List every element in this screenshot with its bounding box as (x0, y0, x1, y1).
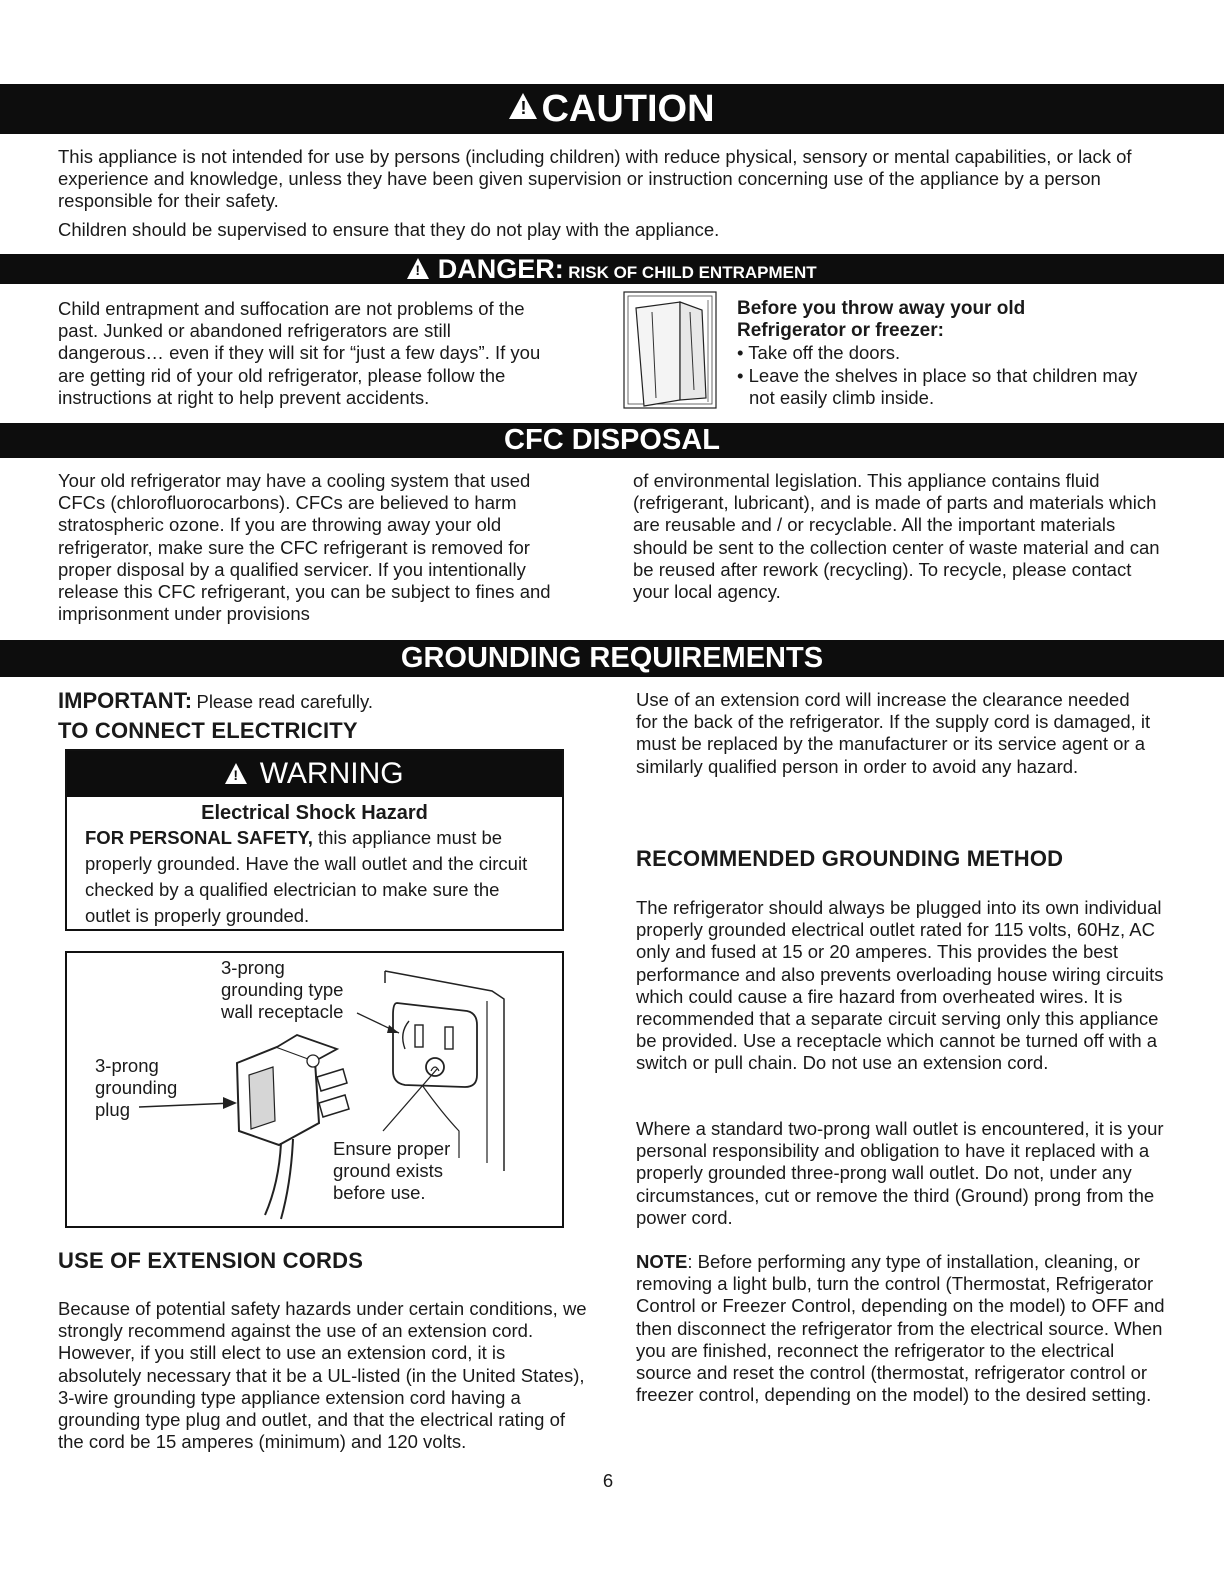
extension-cords-heading: USE OF EXTENSION CORDS (58, 1248, 364, 1273)
warning-body (67, 825, 562, 929)
cfc-right-text: of environmental legislation. This appliance contains fluid (refrigerant, lubricant), and is made of parts and materials which are reusable and / or recyclable. All the important materials should be sent to the collection center of waste material and can be reused after rework (recycling). To recycle, please contact your local agency. (633, 470, 1160, 603)
danger-banner (0, 254, 1224, 284)
warning-text: this appliance must be properly grounded. Have the wall outlet and the circuit checked by a qualified electrician to make sure the outlet is properly grounded. (85, 827, 528, 926)
connect-electricity-heading: TO CONNECT ELECTRICITY (58, 718, 358, 743)
grounding-method-heading: RECOMMENDED GROUNDING METHOD (636, 846, 1064, 871)
warning-box (65, 749, 564, 931)
danger-bullet: • Leave the shelves in place so that children may not easily climb inside. (737, 364, 1138, 408)
important-line (58, 688, 373, 714)
note-text (636, 1251, 1166, 1406)
receptacle-label: 3-prong grounding type wall receptacle (221, 957, 344, 1023)
danger-subtitle: RISK OF CHILD ENTRAPMENT (568, 263, 817, 282)
important-label: IMPORTANT: (58, 688, 193, 713)
warning-hazard: Electrical Shock Hazard (201, 802, 428, 824)
note-label: NOTE (636, 1251, 688, 1272)
danger-bullet: • Take off the doors. (737, 342, 901, 364)
danger-left-text: Child entrapment and suffocation are not problems of the past. Junked or abandoned refrigerators are still dangerous… even if they will sit for “just a few days”. If you are getting rid of your old refrigerator, please follow the instructions at right to help prevent accidents. (58, 298, 541, 408)
warning-title: WARNING (259, 757, 404, 790)
warning-triangle-icon (407, 258, 429, 279)
extension-cords-text: Because of potential safety hazards under certain conditions, we strongly recommend against the use of an extension cord. However, if you still elect to use an extension cord, it is absolutely necessary that it be a UL-listed (in the United States), 3-wire grounding type appliance extension cord having a grounding type plug and outlet, and that the electrical rating of the cord be 15 amperes (minimum) and 120 volts. (58, 1298, 587, 1453)
warning-lead: FOR PERSONAL SAFETY, (85, 827, 313, 848)
plug-label: 3-prong grounding plug (95, 1055, 178, 1121)
refrigerator-illustration (622, 290, 720, 412)
warning-triangle-icon (225, 763, 247, 784)
caution-banner (0, 84, 1224, 134)
grounding-method-text: The refrigerator should always be plugged into its own individual properly grounded electrical outlet rated for 115 volts, 60Hz, AC only and fused at 15 or 20 amperes. This provides the best performance and also prevents overloading house wiring circuits which could cause a fire hazard from overheated wires. It is recommended that a separate circuit serving only this appliance be provided. Use a receptacle which cannot be turned off with a switch or pull chain. Do not use an extension cord. (636, 897, 1164, 1074)
danger-title: DANGER: (437, 254, 564, 284)
two-prong-outlet-text: Where a standard two-prong wall outlet is encountered, it is your personal responsibility and obligation to have it replaced with a properly grounded three-prong wall outlet. Do not, under any circumstances, cut or remove the third (Ground) prong from the power cord. (636, 1118, 1164, 1228)
caution-paragraph-children: Children should be supervised to ensure that they do not play with the appliance. (58, 219, 720, 240)
extension-clearance-text: Use of an extension cord will increase the clearance needed for the back of the refrigerator. If the supply cord is damaged, it must be replaced by the manufacturer or its service agent or a similarly qualified person in order to avoid any hazard. (636, 689, 1151, 777)
grounding-title: GROUNDING REQUIREMENTS (400, 642, 824, 674)
cfc-banner (0, 423, 1224, 458)
warning-header (67, 751, 562, 797)
cfc-left-text: Your old refrigerator may have a cooling system that used CFCs (chlorofluorocarbons). CFCs are believed to harm stratospheric ozone. If you are throwing away your old refrigerator, make sure the CFC refrigerant is removed for proper disposal by a qualified servicer. If you intentionally release this CFC refrigerant, you can be subject to fines and imprisonment under provisions (58, 470, 551, 625)
page-number: 6 (602, 1470, 614, 1491)
cfc-title: CFC DISPOSAL (504, 424, 720, 456)
caution-paragraph: This appliance is not intended for use by persons (including children) with reduce physical, sensory or mental capabilities, or lack of experience and knowledge, unless they have been given supervision or instruction concerning use of the appliance by a person responsible for their safety. (58, 146, 1132, 212)
caution-title: CAUTION (541, 88, 715, 130)
danger-right-column (737, 298, 1157, 409)
important-text: Please read carefully. (196, 691, 374, 712)
grounding-banner (0, 640, 1224, 677)
warning-triangle-icon (509, 93, 537, 119)
outlet-diagram (65, 951, 564, 1228)
danger-right-heading: Before you throw away your old Refrigerator or freezer: (737, 298, 1026, 342)
note-body: : Before performing any type of installation, cleaning, or removing a light bulb, turn the control (Thermostat, Refrigerator Control or Freezer Control, depending on the model) to OFF and then disconnect the refrigerator from the electrical source. When you are finished, reconnect the refrigerator to the electrical source and reset the control (thermostat, refrigerator control or freezer control, depending on the model) to the desired setting. (636, 1251, 1165, 1406)
ensure-ground-label: Ensure proper ground exists before use. (333, 1138, 451, 1204)
